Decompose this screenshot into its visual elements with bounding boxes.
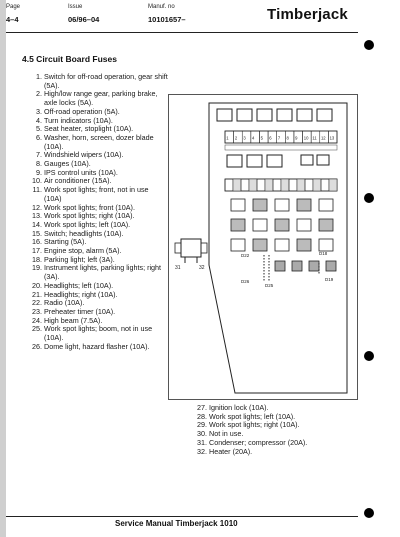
fuse-number: 32. xyxy=(197,446,207,456)
fuse-description: Condenser; compressor (20A). xyxy=(209,437,308,447)
fuse-list-item xyxy=(30,264,168,281)
fuse-slot xyxy=(249,179,257,191)
fuse-list-left xyxy=(30,73,168,352)
fuse-slot-number: 3 xyxy=(243,135,246,141)
fuse-description: Switch for off-road operation, gear shift (5A). xyxy=(44,72,168,90)
footer-rule xyxy=(6,516,358,517)
svg-text:31: 31 xyxy=(175,265,181,271)
fuse-description: High/low range gear, parking brake, axle locks (5A). xyxy=(44,89,158,108)
fuse-number: 29. xyxy=(197,420,207,430)
fuse-description: Ignition lock (10A). xyxy=(209,403,269,412)
fuse-description: IPS control units (10A). xyxy=(44,167,118,177)
issue-date: 06/96–04 xyxy=(68,15,100,24)
fuse-number: 15. xyxy=(32,228,42,238)
fuse-number: 3. xyxy=(36,106,42,116)
fuse-slot xyxy=(313,179,321,191)
margin-dot xyxy=(364,193,374,203)
fuse-slot xyxy=(265,179,273,191)
relay-slot xyxy=(275,239,289,251)
fuse-description: Heater (20A). xyxy=(209,446,253,456)
top-fuse-number-row xyxy=(225,131,337,143)
connector-pins xyxy=(241,251,334,288)
fuse-description: Dome light, hazard flasher (10A). xyxy=(44,341,150,351)
fuse-number: 16. xyxy=(32,237,42,247)
relay-slot xyxy=(297,219,311,231)
fuse-description: Windshield wipers (10A). xyxy=(44,150,124,160)
fuse-slot xyxy=(233,179,241,191)
fuse-description: Gauges (10A). xyxy=(44,159,91,169)
relay-slot xyxy=(253,199,267,211)
fuse-number: 31. xyxy=(197,437,207,447)
fuse-number: 13. xyxy=(32,211,42,221)
relay-slot xyxy=(326,261,336,271)
relay-slot xyxy=(231,239,245,251)
fuse-slot xyxy=(297,179,305,191)
fuse-number: 19. xyxy=(32,263,42,273)
relay-row-2 xyxy=(227,155,329,167)
fuse-description: Work spot lights; boom, not in use (10A). xyxy=(44,324,153,343)
fuse-board-svg xyxy=(169,95,357,399)
fuse-slot xyxy=(329,179,337,191)
fuse-number: 23. xyxy=(32,306,42,316)
fuse-number: 2. xyxy=(36,89,42,99)
margin-dot xyxy=(364,40,374,50)
svg-text:D25: D25 xyxy=(265,283,274,288)
fuse-number: 20. xyxy=(32,280,42,290)
relay-slot xyxy=(275,261,285,271)
fuse-description: Seat heater, stoplight (10A). xyxy=(44,124,134,134)
fuse-slot-number: 11 xyxy=(312,135,317,141)
fuse-number: 6. xyxy=(36,132,42,142)
fuse-slot xyxy=(289,179,297,191)
fuse-description: Engine stop, alarm (5A). xyxy=(44,246,122,256)
fuse-list-item xyxy=(195,448,345,457)
fuse-slot xyxy=(241,179,249,191)
fuse-slot-number: 4 xyxy=(252,135,255,141)
relay-row-top xyxy=(217,109,332,121)
fuse-number: 4. xyxy=(36,115,42,125)
fuse-list-item xyxy=(30,343,168,352)
fuse-slot xyxy=(321,179,329,191)
fuse-number: 14. xyxy=(32,219,42,229)
fuse-description: Preheater timer (10A). xyxy=(44,306,116,316)
fuse-description: High beam (7.5A). xyxy=(44,315,103,325)
fuse-description: Washer, horn, screen, dozer blade (10A). xyxy=(44,132,154,151)
fuse-list-item xyxy=(30,73,168,90)
fuse-number: 1. xyxy=(36,72,42,81)
svg-text:D19: D19 xyxy=(325,277,334,282)
relay-slot xyxy=(253,219,267,231)
svg-text:32: 32 xyxy=(199,265,205,271)
fuse-description: Parking light; left (3A). xyxy=(44,254,115,264)
relay-slot xyxy=(319,219,333,231)
fuse-description: Turn indicators (10A). xyxy=(44,115,113,125)
manuf-number: 10101657– xyxy=(148,15,186,24)
relay-slot xyxy=(231,199,245,211)
fuse-slot-number: 5 xyxy=(260,135,264,141)
fuse-list-right xyxy=(195,404,345,456)
fuse-description: Work spot lights; right (10A). xyxy=(209,420,300,430)
fuse-description: Air conditioner (15A). xyxy=(44,176,112,186)
margin-dot xyxy=(364,351,374,361)
relay-slot xyxy=(319,239,333,251)
relay-slot xyxy=(253,239,267,251)
fuse-list-item xyxy=(30,90,168,107)
fuse-slot-number: 1 xyxy=(226,135,229,141)
relay-slot xyxy=(297,239,311,251)
fuse-description: Headlights; right (10A). xyxy=(44,289,118,299)
page-label: Page xyxy=(6,4,21,10)
fuse-number: 27. xyxy=(197,403,207,412)
relay-grid xyxy=(231,199,336,271)
fuse-description: Instrument lights, parking lights; right (3A). xyxy=(44,263,162,282)
brand-logo: Timberjack xyxy=(267,6,348,23)
fuse-description: Radio (10A). xyxy=(44,298,85,308)
svg-text:D26: D26 xyxy=(241,279,250,284)
fuse-slot-number: 8 xyxy=(286,135,289,141)
fuse-number: 10. xyxy=(32,176,42,186)
fuse-description: Switch; headlights (10A). xyxy=(44,228,124,238)
fuse-slot-number: 2 xyxy=(234,135,238,141)
fuse-description: Work spot lights; front, not in use (10A) xyxy=(44,185,149,203)
fuse-number: 26. xyxy=(32,341,42,351)
svg-text:D18: D18 xyxy=(319,251,328,256)
relay-slot xyxy=(309,261,319,271)
fuse-slot-number: 7 xyxy=(277,135,281,141)
fuse-description: Work spot lights; front (10A). xyxy=(44,202,135,212)
manuf-label: Manuf. no xyxy=(148,4,175,10)
fuse-description: Starting (5A). xyxy=(44,237,87,247)
bottom-fuse-strip xyxy=(225,179,337,191)
fuse-slot xyxy=(305,179,313,191)
fuse-number: 28. xyxy=(197,411,207,421)
fuse-description: Off-road operation (5A). xyxy=(44,106,120,116)
fuse-description: Work spot lights; left (10A). xyxy=(209,411,296,421)
header-rule xyxy=(6,32,358,33)
relay-slot xyxy=(297,199,311,211)
relay-slot xyxy=(292,261,302,271)
fuse-slot-number: 12 xyxy=(320,135,326,141)
relay-symbol xyxy=(175,239,207,271)
fuse-number: 17. xyxy=(32,246,42,256)
fuse-number: 25. xyxy=(32,324,42,334)
fuse-description: Not in use. xyxy=(209,429,244,439)
fuse-description: Headlights; left (10A). xyxy=(44,280,114,290)
fuse-number: 9. xyxy=(36,167,42,177)
fuse-slot xyxy=(281,179,289,191)
page-edge xyxy=(0,0,6,537)
fuse-number: 12. xyxy=(32,202,42,212)
fuse-slot xyxy=(257,179,265,191)
fuse-slot-number: 6 xyxy=(269,135,272,141)
fuse-number: 21. xyxy=(32,289,42,299)
fuse-number: 24. xyxy=(32,315,42,325)
relay-slot xyxy=(319,199,333,211)
page-number: 4–4 xyxy=(6,15,19,24)
section-title: 4.5 Circuit Board Fuses xyxy=(22,54,117,64)
fuse-number: 8. xyxy=(36,159,42,169)
fuse-list-item xyxy=(30,186,168,203)
margin-dot xyxy=(364,508,374,518)
fuse-list-item xyxy=(30,325,168,342)
fuse-slot-number: 10 xyxy=(303,135,309,141)
svg-text:D22: D22 xyxy=(241,253,250,258)
fuse-description: Work spot lights; right (10A). xyxy=(44,211,135,221)
fuse-number: 30. xyxy=(197,429,207,439)
relay-slot xyxy=(275,199,289,211)
fuse-slot-number: 9 xyxy=(295,135,298,141)
fuse-slot xyxy=(273,179,281,191)
fuse-number: 11. xyxy=(32,185,42,195)
fuse-number: 22. xyxy=(32,298,42,308)
fuse-slot xyxy=(225,179,233,191)
fuse-number: 7. xyxy=(36,150,42,160)
footer-title: Service Manual Timberjack 1010 xyxy=(115,519,238,528)
fuse-number: 18. xyxy=(32,254,42,264)
relay-slot xyxy=(275,219,289,231)
circuit-board-diagram xyxy=(168,94,358,400)
fuse-slot-number: 13 xyxy=(329,135,335,141)
relay-slot xyxy=(231,219,245,231)
fuse-description: Work spot lights; left (10A). xyxy=(44,219,131,229)
fuse-number: 5. xyxy=(36,124,42,134)
fuse-list-item xyxy=(30,134,168,151)
issue-label: Issue xyxy=(68,4,83,10)
